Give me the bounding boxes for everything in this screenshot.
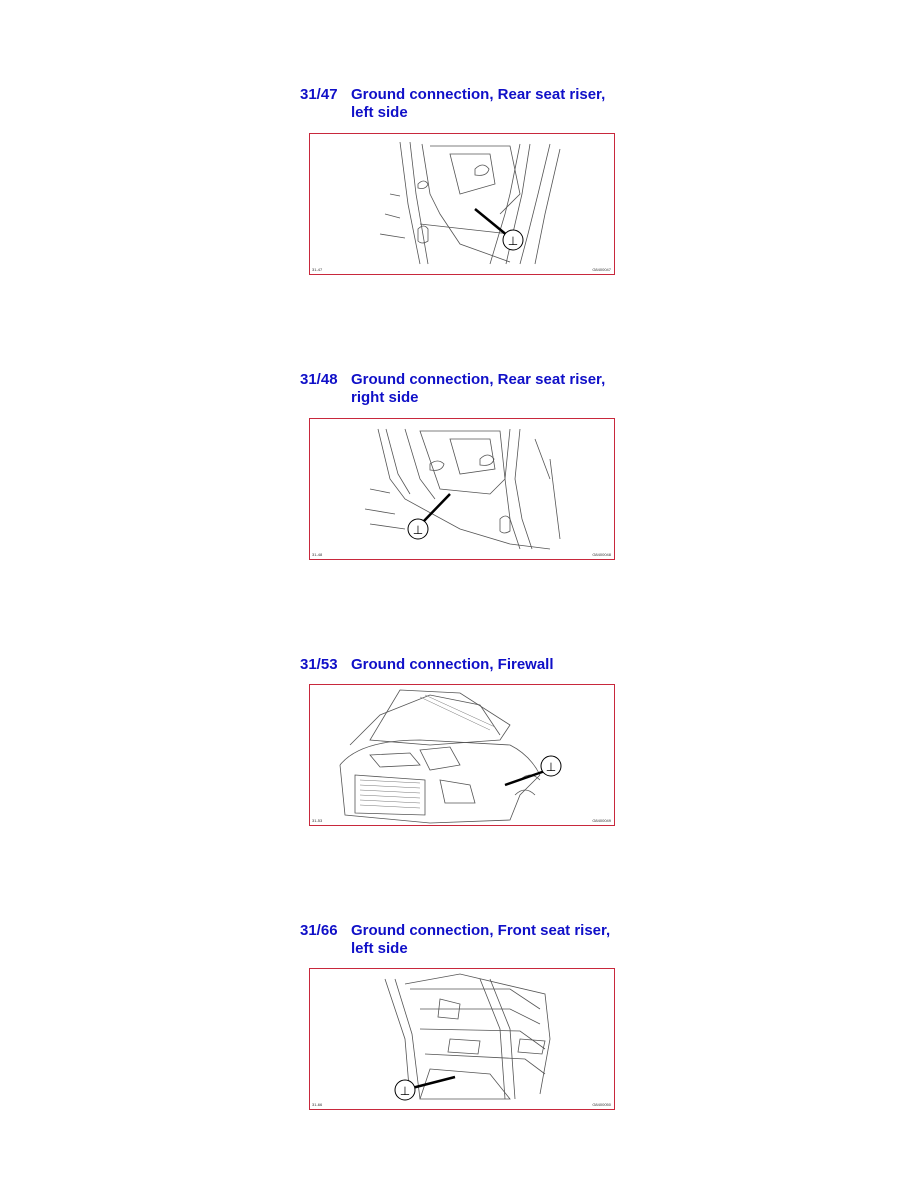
- line-drawing-rear-seat-right: [310, 419, 616, 561]
- figure-front-seat-riser-left: [309, 968, 615, 1110]
- figure-ref-left: 31-53: [312, 818, 323, 823]
- figure-rear-seat-riser-left: [309, 133, 615, 275]
- section-title: [351, 371, 621, 407]
- section-title-line2: right side: [351, 389, 419, 406]
- figure-ref-left: 31-48: [312, 552, 323, 557]
- line-drawing-front-seat-left: [310, 969, 616, 1111]
- figure-ref-right: G8400050: [592, 1102, 611, 1107]
- section-code: 31/66: [300, 922, 338, 939]
- section-title-line2: left side: [351, 940, 408, 957]
- section-title-line1: Ground connection, Front seat riser,: [351, 922, 611, 939]
- line-drawing-engine-bay: [310, 685, 616, 827]
- section-title-line1: Ground connection, Rear seat riser,: [351, 86, 606, 103]
- line-drawing-rear-seat-left: [310, 134, 616, 276]
- section-title: [351, 922, 621, 958]
- section-title-line1: Ground connection, Rear seat riser,: [351, 371, 606, 388]
- ground-icon: ⊥: [412, 523, 424, 537]
- figure-ref-left: 31-66: [312, 1102, 323, 1107]
- figure-ref-left: 31-47: [312, 267, 323, 272]
- section-title: [351, 656, 621, 674]
- section-code: 31/47: [300, 86, 338, 103]
- figure-firewall: [309, 684, 615, 826]
- ground-icon: ⊥: [399, 1084, 411, 1098]
- section-title-line1: Ground connection, Firewall: [351, 656, 554, 673]
- ground-icon: ⊥: [507, 234, 519, 248]
- section-code: 31/48: [300, 371, 338, 388]
- section-title: [351, 86, 621, 122]
- section-title-line2: left side: [351, 104, 408, 121]
- figure-ref-right: G8400049: [592, 818, 611, 823]
- figure-ref-right: G8400048: [592, 552, 611, 557]
- section-code: 31/53: [300, 656, 338, 673]
- figure-ref-right: G8400047: [592, 267, 611, 272]
- figure-rear-seat-riser-right: [309, 418, 615, 560]
- ground-icon: ⊥: [545, 760, 557, 774]
